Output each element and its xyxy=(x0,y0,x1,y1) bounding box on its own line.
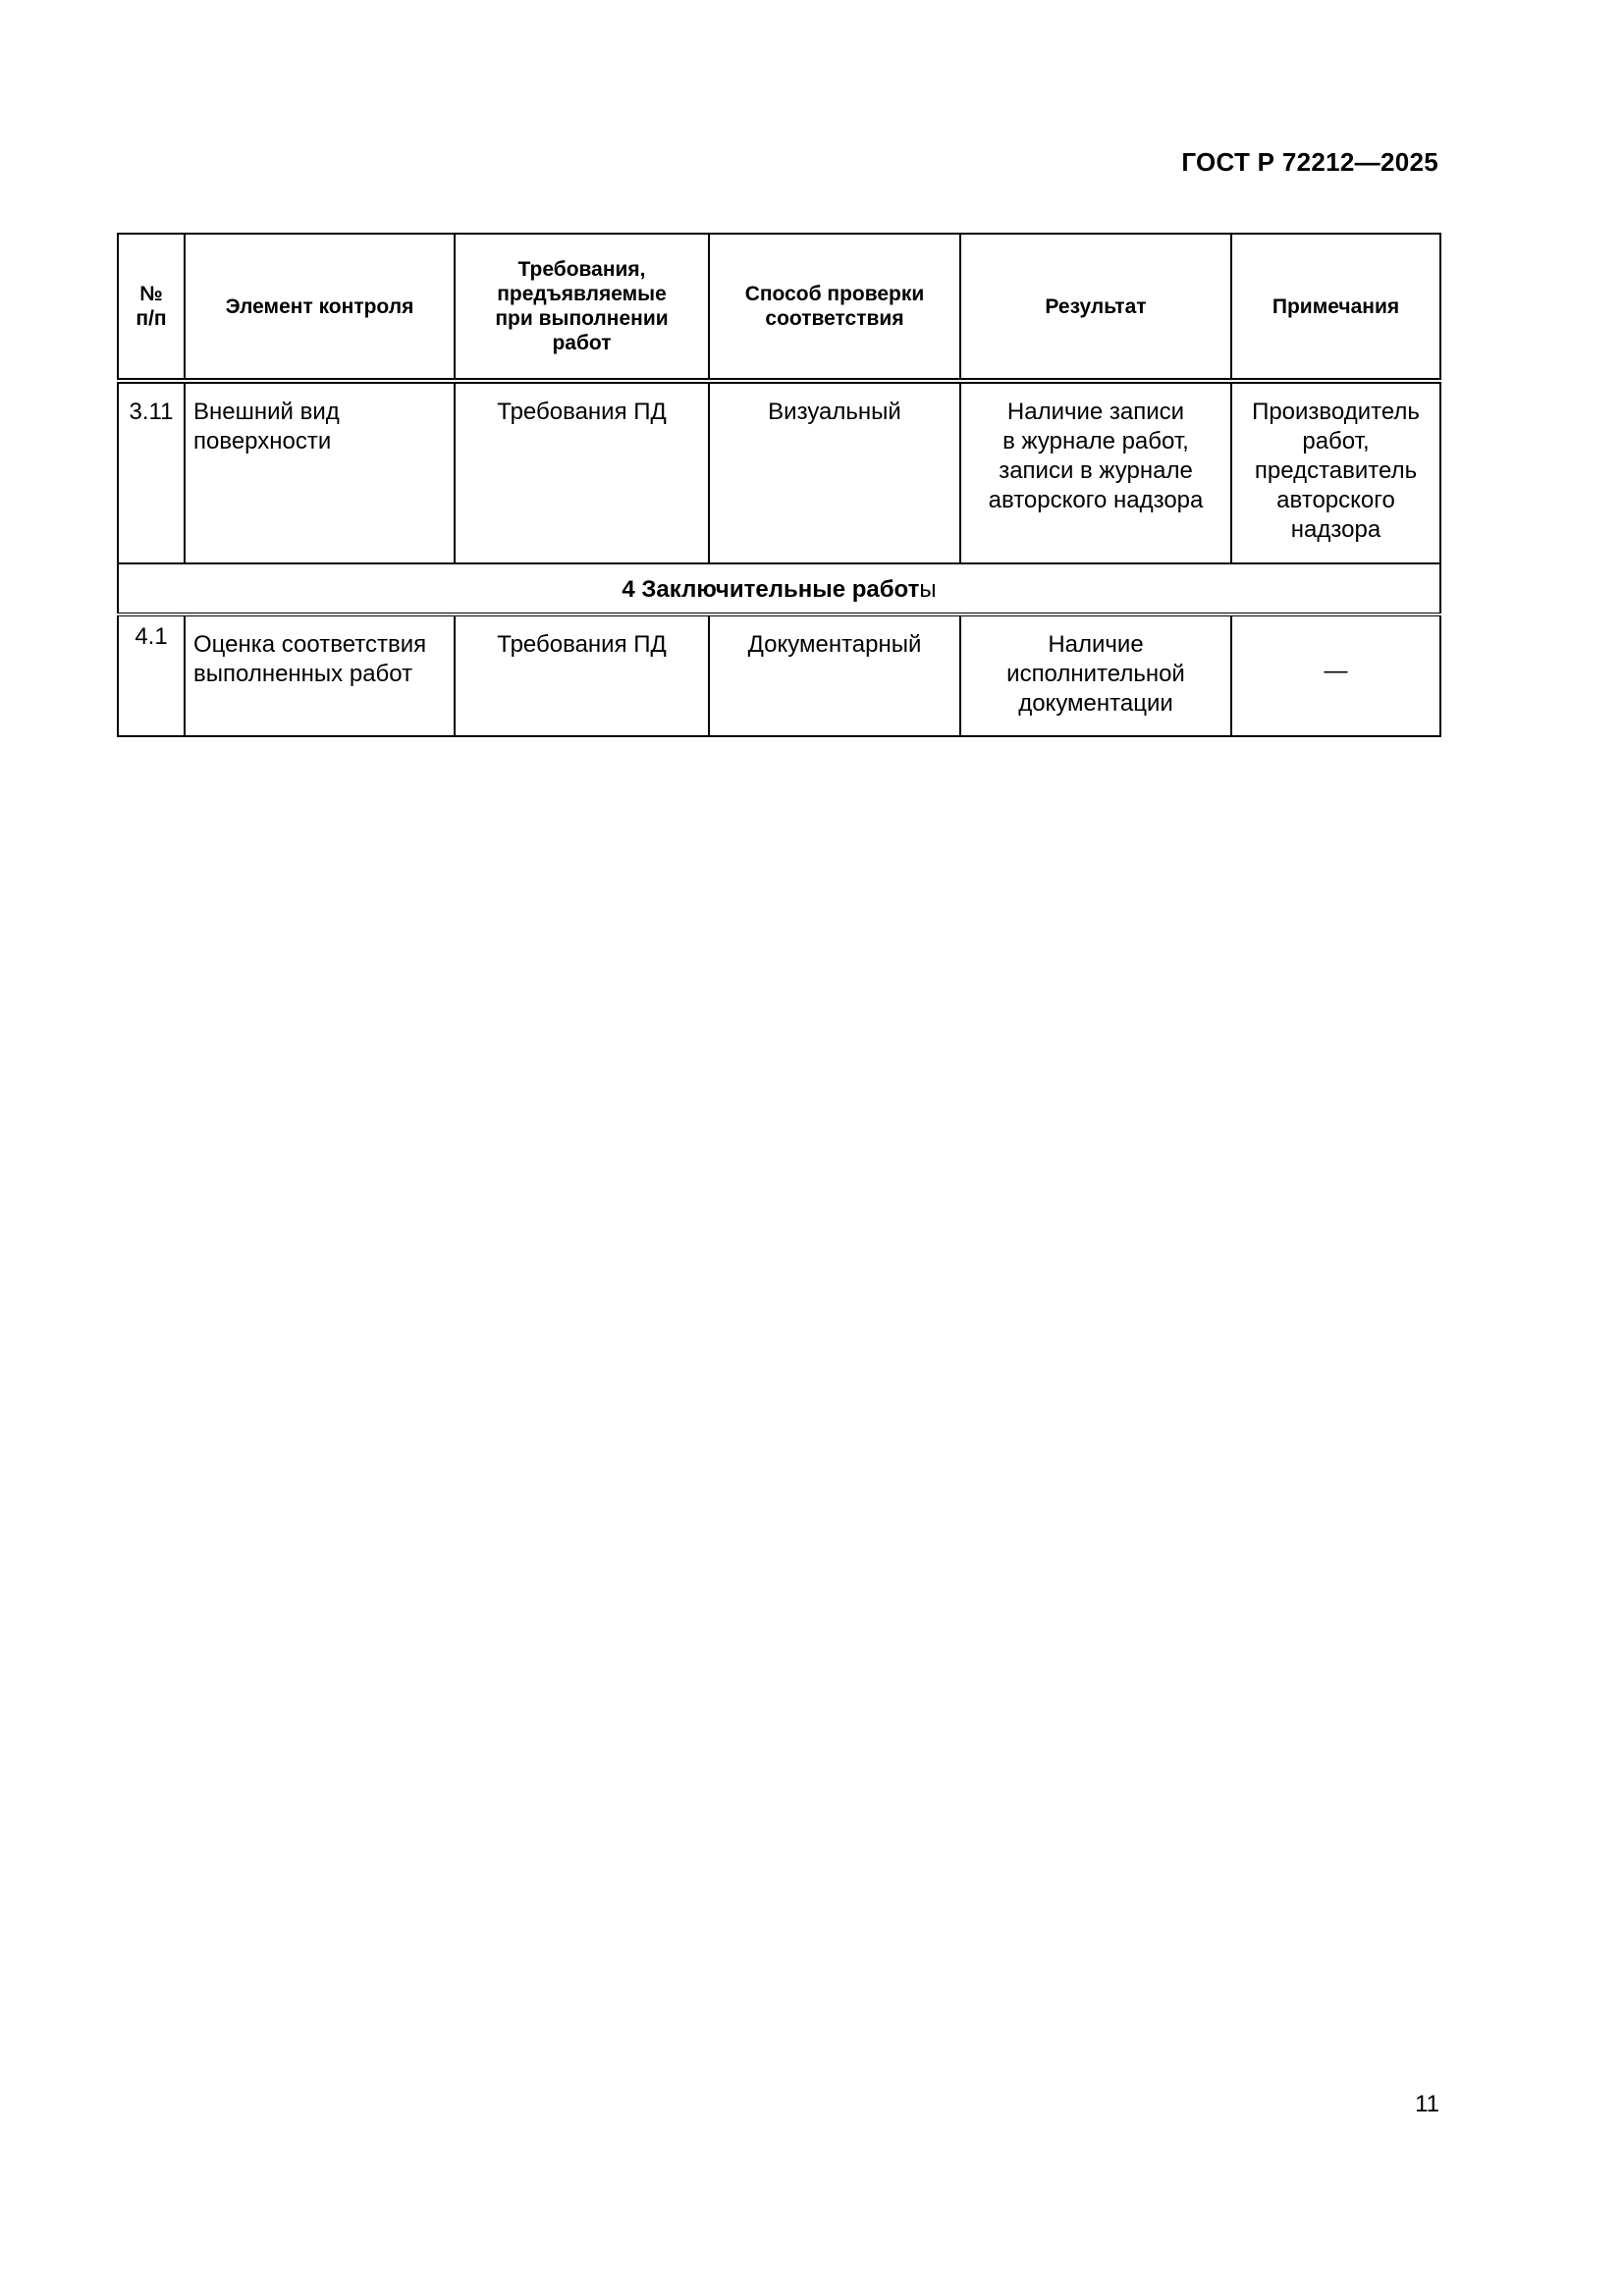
table-header-row xyxy=(118,234,1440,381)
column-header-element xyxy=(185,234,455,381)
column-header-element-text: Элемент контроля xyxy=(225,294,414,318)
document-header-standard-id: ГОСТ Р 72212—2025 xyxy=(1181,147,1438,177)
table-row xyxy=(118,381,1440,563)
column-header-notes-text: Примечания xyxy=(1272,294,1400,318)
cell-notes: — xyxy=(1231,614,1440,736)
cell-element: Внешний вид поверхности xyxy=(185,381,455,563)
column-header-requirements xyxy=(455,234,709,381)
column-header-result-text: Результат xyxy=(1045,294,1147,318)
table-row xyxy=(118,614,1440,736)
column-header-method xyxy=(709,234,960,381)
cell-method: Документарный xyxy=(709,614,960,736)
cell-requirements: Требования ПД xyxy=(455,614,709,736)
cell-number: 3.11 xyxy=(118,381,185,563)
column-header-requirements-text: Требования, предъявляемые при выполнении работ xyxy=(495,258,669,354)
section-heading-title: 4 Заключительные работ xyxy=(622,575,920,603)
column-header-method-text: Способ проверки соответствия xyxy=(744,283,925,330)
cell-requirements: Требования ПД xyxy=(455,381,709,563)
column-header-result xyxy=(960,234,1231,381)
column-header-notes xyxy=(1231,234,1440,381)
column-header-number xyxy=(118,234,185,381)
section-heading-title-tail: ы xyxy=(919,575,937,603)
column-header-number-text: № п/п xyxy=(135,283,167,330)
cell-element: Оценка соответствия выполненных работ xyxy=(185,614,455,736)
section-heading-row xyxy=(118,563,1440,614)
cell-result: Наличие записи в журнале работ, записи в журнале авторского надзора xyxy=(960,381,1231,563)
section-heading xyxy=(118,563,1440,614)
control-table xyxy=(117,233,1441,737)
cell-result: Наличие исполнительной документации xyxy=(960,614,1231,736)
page-number: 11 xyxy=(1415,2091,1439,2117)
cell-method: Визуальный xyxy=(709,381,960,563)
cell-notes: Производитель работ, представитель авторского надзора xyxy=(1231,381,1440,563)
cell-number: 4.1 xyxy=(118,614,185,736)
